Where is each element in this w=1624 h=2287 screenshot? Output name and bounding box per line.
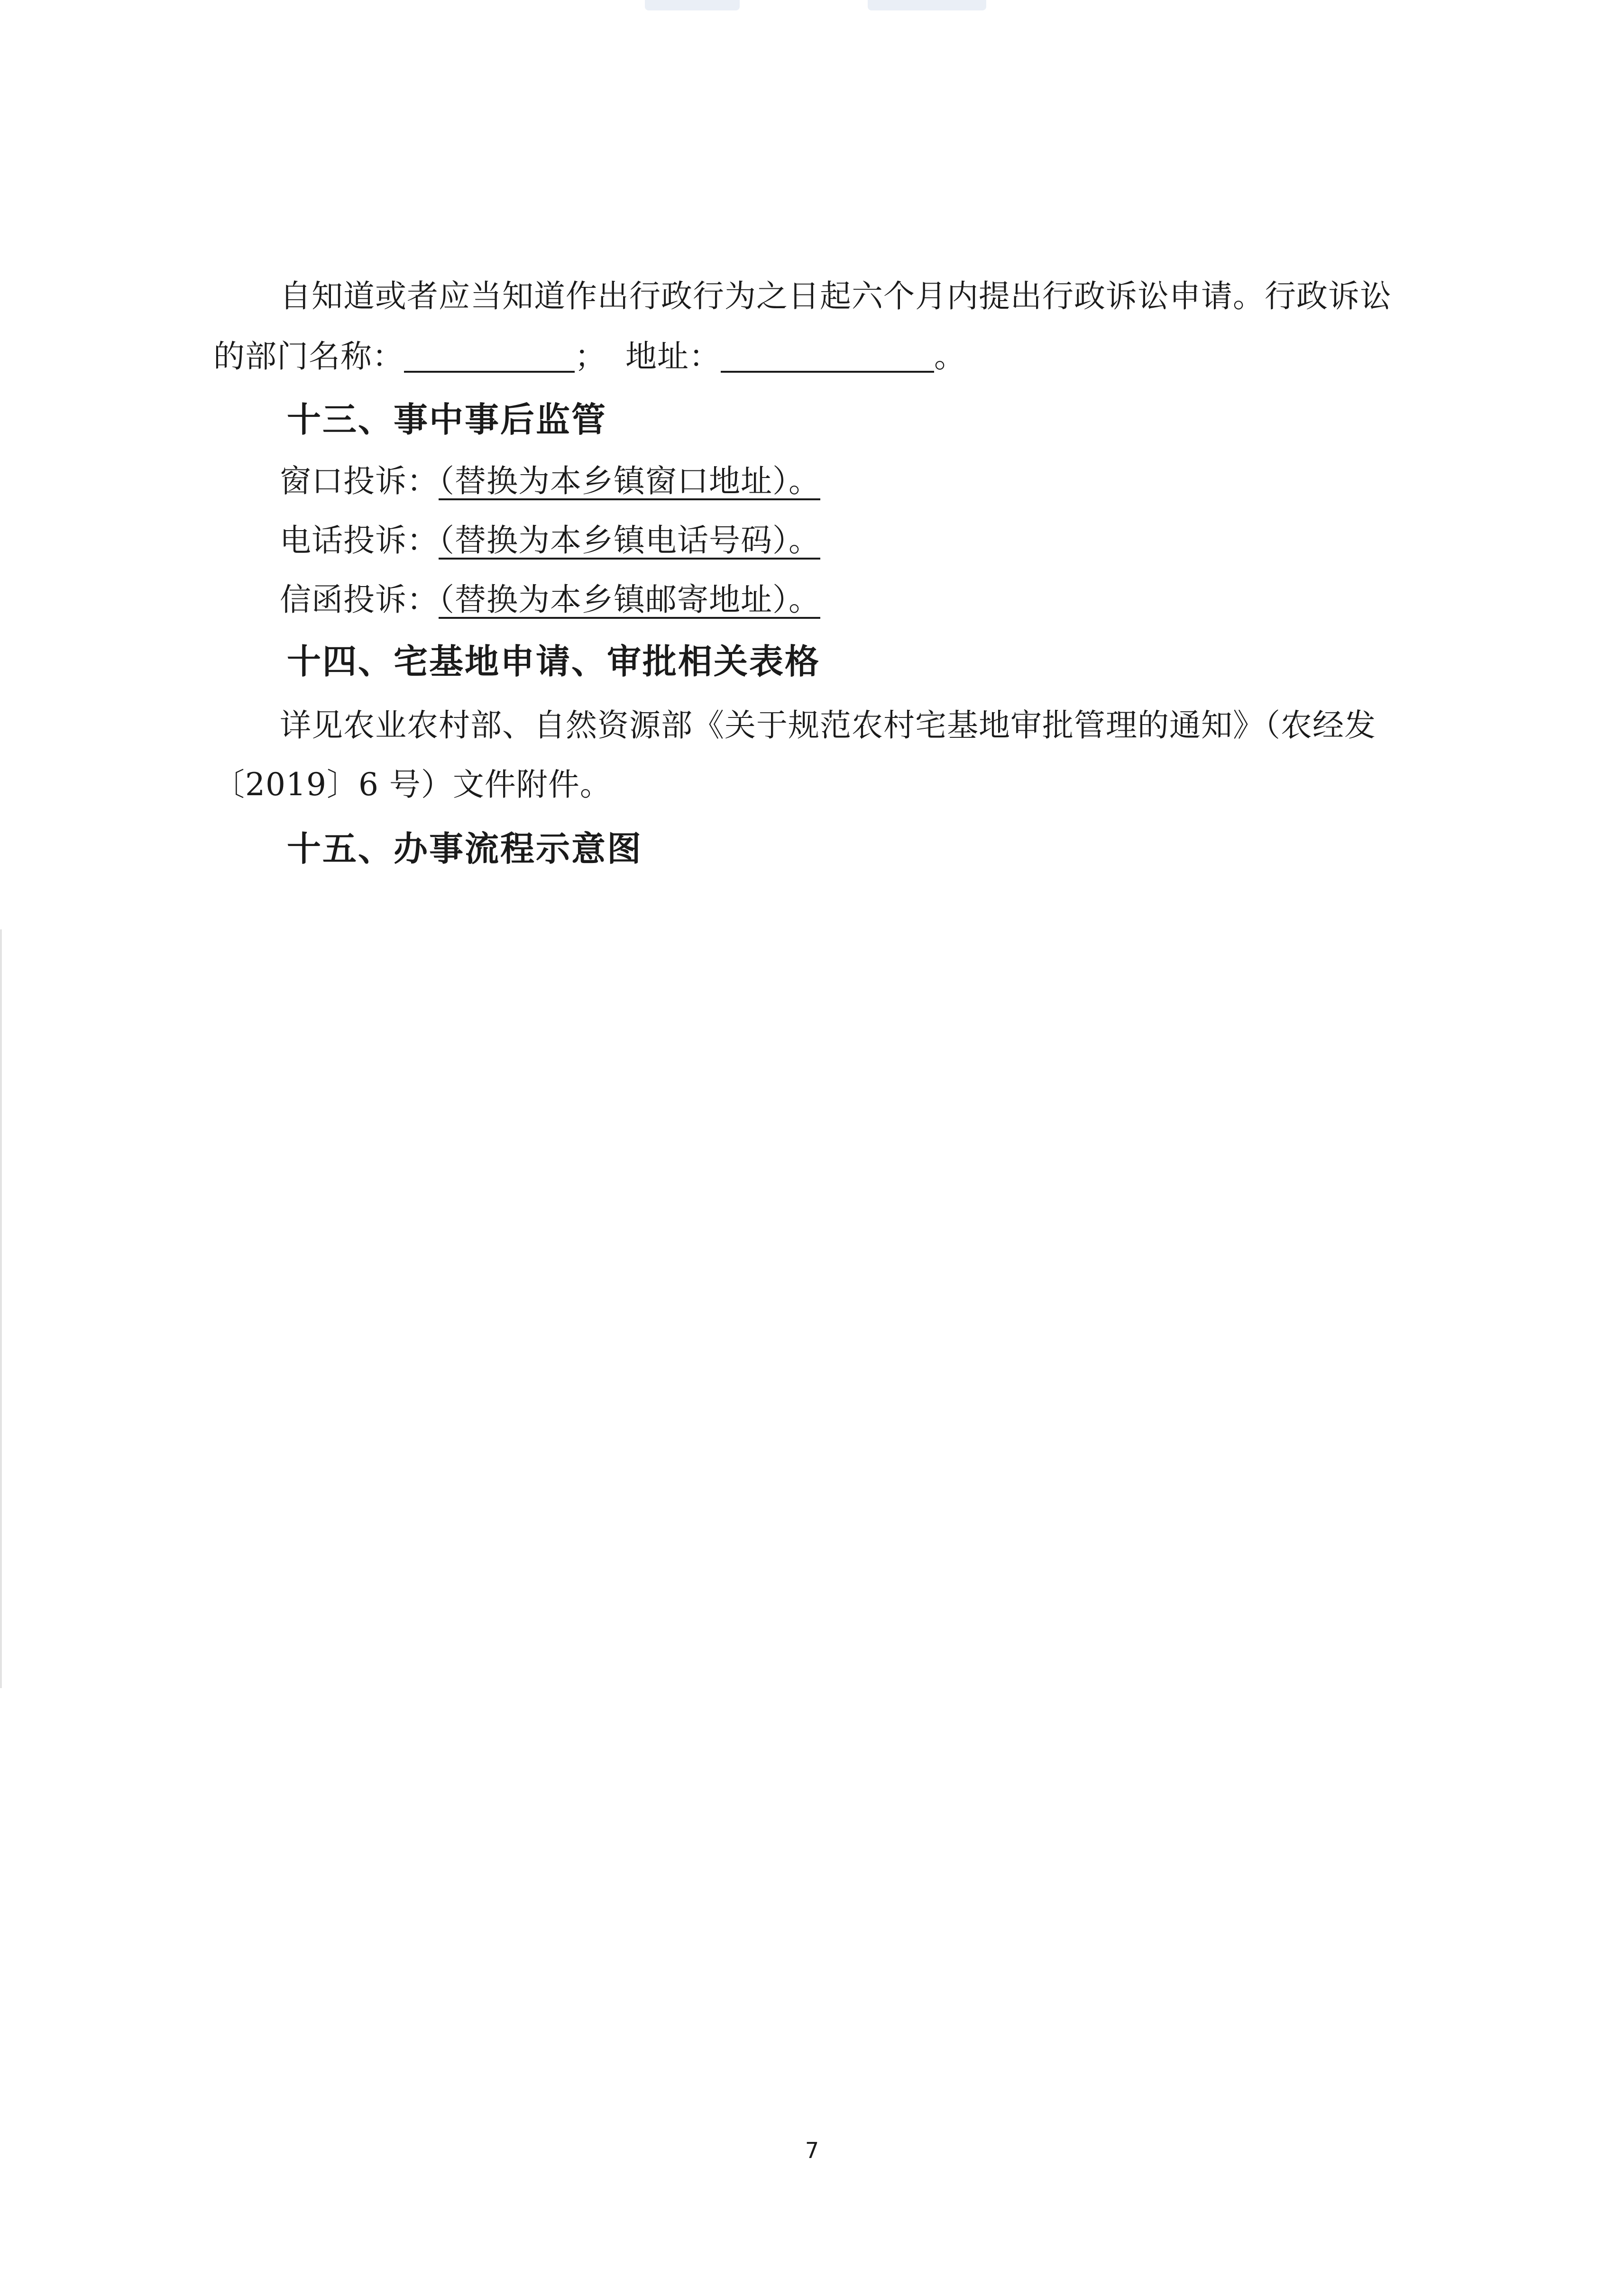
section15-heading: 十五、办事流程示意图 <box>287 829 643 869</box>
dept-label: 的部门名称： <box>213 338 404 375</box>
section14-text-line-1: 详见农业农村部、自然资源部《关于规范农村宅基地审批管理的通知》（农经发 <box>280 707 1376 744</box>
section14-heading: 十四、宅基地申请、审批相关表格 <box>287 642 821 681</box>
scan-edge <box>0 929 2 1688</box>
scan-artifact <box>645 0 740 10</box>
dept-name-blank <box>404 371 575 373</box>
end-mark: 。 <box>934 338 966 375</box>
window-complaint <box>280 460 820 503</box>
window-complaint-label: 窗口投诉： <box>280 463 439 499</box>
mail-complaint-value: （替换为本乡镇邮寄地址）。 <box>439 581 820 618</box>
phone-complaint-value: （替换为本乡镇电话号码）。 <box>439 522 820 559</box>
page-number: 7 <box>805 2138 819 2163</box>
address-label: 地址： <box>625 338 721 375</box>
mail-complaint-label: 信函投诉： <box>280 581 439 618</box>
mail-complaint <box>280 579 820 621</box>
address-blank <box>721 371 934 373</box>
separator: ； <box>575 338 606 375</box>
section13-heading: 十三、事中事后监管 <box>287 400 607 440</box>
litigation-text: 自知道或者应当知道作出行政行为之日起六个月内提出行政诉讼申请。行政诉讼 <box>280 278 1392 314</box>
phone-complaint <box>280 519 820 562</box>
phone-complaint-label: 电话投诉： <box>280 522 439 559</box>
litigation-line-1 <box>280 275 1392 318</box>
scan-artifact <box>868 0 986 10</box>
section14-text-line-2: 〔2019〕6 号）文件附件。 <box>213 766 612 803</box>
window-complaint-value: （替换为本乡镇窗口地址）。 <box>439 463 820 499</box>
litigation-line-2 <box>213 335 966 378</box>
